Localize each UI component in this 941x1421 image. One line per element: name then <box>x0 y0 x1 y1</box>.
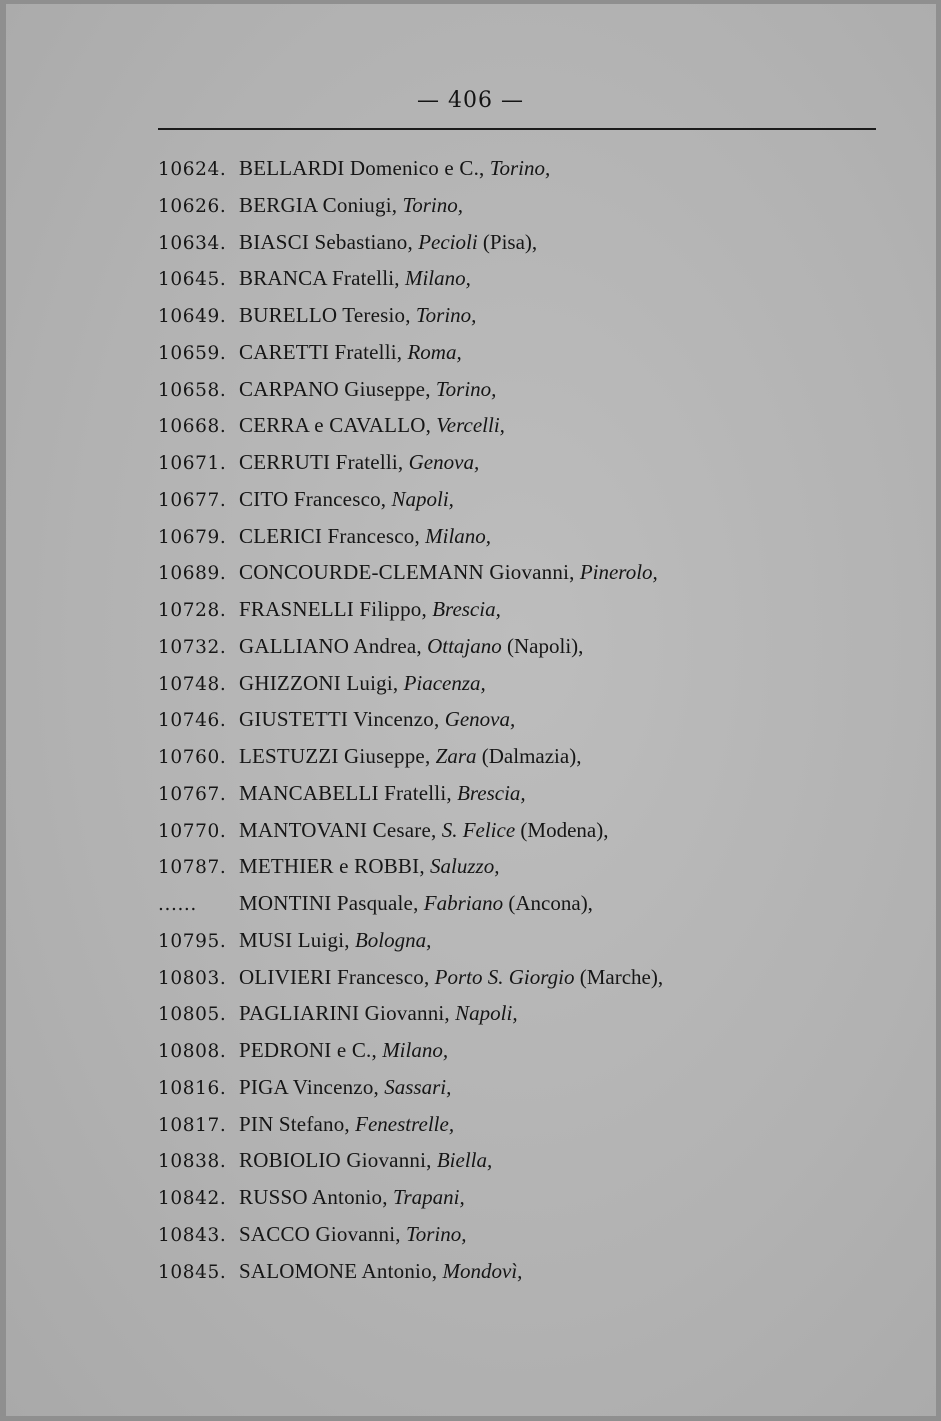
entry-place: Milano, <box>425 523 492 548</box>
entry-region: (Marche), <box>579 964 664 989</box>
entry-name: CLERICI Francesco, <box>239 523 420 548</box>
entry-list <box>158 150 878 1289</box>
entry-place: Pinerolo, <box>579 560 658 585</box>
entry-number: 10748. <box>158 673 227 695</box>
entry-place: Fenestrelle, <box>355 1111 455 1136</box>
entry-place: Torino, <box>435 376 497 401</box>
list-item <box>158 187 878 224</box>
entry-place: Mondovì, <box>442 1258 523 1283</box>
list-item <box>158 1069 878 1106</box>
entry-place: Ottajano <box>427 633 502 658</box>
list-item <box>158 1106 878 1143</box>
entry-place: Fabriano <box>423 891 504 915</box>
entry-name: CARPANO Giuseppe, <box>239 376 431 401</box>
entry-name: MANTOVANI Cesare, <box>239 817 437 842</box>
entry-number: 10624. <box>158 159 227 180</box>
entry-name: BRANCA Fratelli, <box>239 266 400 291</box>
list-item <box>158 150 878 187</box>
entry-name: GHIZZONI Luigi, <box>239 670 399 695</box>
entry-name: ROBIOLIO Giovanni, <box>239 1148 432 1173</box>
list-item <box>158 848 878 885</box>
entry-number: 10746. <box>158 710 227 732</box>
list-item <box>158 444 878 481</box>
entry-number: 10679. <box>158 526 227 548</box>
entry-place: Genova, <box>444 707 516 732</box>
entry-name: PIGA Vincenzo, <box>239 1074 379 1099</box>
entry-number: 10728. <box>158 600 227 621</box>
entry-number: 10816. <box>158 1077 227 1099</box>
list-item <box>158 554 878 591</box>
entry-place: Napoli, <box>455 1001 518 1026</box>
entry-number: 10805. <box>158 1004 227 1026</box>
list-item <box>158 885 878 922</box>
list-item <box>158 407 878 444</box>
entry-place: Zara <box>435 744 477 768</box>
entry-place: Torino, <box>405 1221 467 1246</box>
entry-name: GALLIANO Andrea, <box>239 633 422 658</box>
entry-number: 10668. <box>158 416 227 438</box>
entry-name: RUSSO Antonio, <box>239 1185 388 1209</box>
entry-number: 10671. <box>158 453 227 474</box>
list-item <box>158 1142 878 1179</box>
entry-name: OLIVIERI Francesco, <box>239 964 430 989</box>
entry-number: 10634. <box>158 232 227 254</box>
entry-region: (Ancona), <box>508 891 593 915</box>
page-number-header: — 406 — <box>417 88 524 113</box>
entry-place: Torino, <box>402 192 463 217</box>
entry-name: LESTUZZI Giuseppe, <box>239 744 431 768</box>
entry-place: Milano, <box>404 266 471 291</box>
list-item <box>158 1253 878 1290</box>
entry-name: METHIER e ROBBI, <box>239 854 425 879</box>
entry-number: 10732. <box>158 636 227 658</box>
entry-number: 10817. <box>158 1114 227 1136</box>
entry-place: Porto S. Giorgio <box>434 964 575 989</box>
entry-name: BERGIA Coniugi, <box>239 192 398 217</box>
entry-number: 10803. <box>158 967 227 989</box>
entry-place: Pecioli <box>418 229 478 254</box>
list-item <box>158 1179 878 1216</box>
entry-number: 10842. <box>158 1188 227 1209</box>
list-item <box>158 297 878 334</box>
entry-region: (Pisa), <box>482 229 538 254</box>
entry-place: Genova, <box>408 450 480 474</box>
entry-name: SACCO Giovanni, <box>239 1221 401 1246</box>
list-item <box>158 701 878 738</box>
entry-name: BIASCI Sebastiano, <box>239 229 413 254</box>
entry-number: 10689. <box>158 563 227 585</box>
entry-place: Brescia, <box>432 597 501 621</box>
entry-place: Vercelli, <box>436 413 505 438</box>
list-item <box>158 1032 878 1069</box>
list-item <box>158 481 878 518</box>
list-item <box>158 371 878 408</box>
list-item <box>158 665 878 702</box>
entry-name: CITO Francesco, <box>239 486 387 511</box>
entry-place: Torino, <box>489 156 551 180</box>
list-item <box>158 995 878 1032</box>
entry-name: SALOMONE Antonio, <box>239 1258 438 1283</box>
entry-number: 10649. <box>158 306 227 327</box>
list-item <box>158 1216 878 1253</box>
entry-number: 10770. <box>158 820 227 842</box>
entry-number: 10795. <box>158 930 227 952</box>
entry-place: Napoli, <box>391 486 454 511</box>
entry-name: CARETTI Fratelli, <box>239 339 403 364</box>
list-item <box>158 591 878 628</box>
entry-name: BURELLO Teresio, <box>239 303 411 327</box>
list-item <box>158 260 878 297</box>
entry-name: BELLARDI Domenico e C., <box>239 156 485 180</box>
list-item <box>158 812 878 849</box>
entry-name: MANCABELLI Fratelli, <box>239 780 452 805</box>
entry-place: Piacenza, <box>403 670 486 695</box>
entry-number: 10845. <box>158 1261 227 1283</box>
entry-place: Torino, <box>415 303 477 327</box>
entry-number: 10767. <box>158 783 227 805</box>
entry-name: PIN Stefano, <box>239 1111 350 1136</box>
entry-place: Trapani, <box>392 1185 465 1209</box>
list-item <box>158 518 878 555</box>
entry-place: Biella, <box>436 1148 493 1173</box>
list-item <box>158 775 878 812</box>
entry-place: Roma, <box>407 339 462 364</box>
entry-region: (Modena), <box>520 817 609 842</box>
list-item <box>158 922 878 959</box>
list-item <box>158 628 878 665</box>
entry-number: 10787. <box>158 857 227 879</box>
list-item <box>158 738 878 775</box>
entry-region: (Dalmazia), <box>481 744 582 768</box>
entry-name: CERRA e CAVALLO, <box>239 413 432 438</box>
entry-name: CONCOURDE-CLEMANN Giovanni, <box>239 560 575 585</box>
entry-number: 10760. <box>158 747 227 768</box>
list-item <box>158 224 878 261</box>
entry-number: 10838. <box>158 1151 227 1173</box>
entry-number: 10645. <box>158 269 227 291</box>
entry-place: Brescia, <box>457 780 526 805</box>
entry-number: ...... <box>158 894 197 915</box>
entry-region: (Napoli), <box>507 633 584 658</box>
entry-place: S. Felice <box>441 817 516 842</box>
entry-number: 10658. <box>158 379 227 401</box>
entry-number: 10659. <box>158 342 227 364</box>
entry-number: 10843. <box>158 1224 227 1246</box>
entry-place: Saluzzo, <box>430 854 500 879</box>
list-item <box>158 334 878 371</box>
entry-name: FRASNELLI Filippo, <box>239 597 427 621</box>
entry-name: MUSI Luigi, <box>239 927 350 952</box>
entry-place: Bologna, <box>354 927 432 952</box>
entry-number: 10626. <box>158 195 227 217</box>
list-item <box>158 959 878 996</box>
entry-name: PEDRONI e C., <box>239 1038 377 1062</box>
entry-name: PAGLIARINI Giovanni, <box>239 1001 450 1026</box>
entry-name: CERRUTI Fratelli, <box>239 450 404 474</box>
entry-number: 10677. <box>158 489 227 511</box>
entry-place: Milano, <box>382 1038 449 1062</box>
header-rule <box>158 128 876 130</box>
entry-place: Sassari, <box>384 1074 452 1099</box>
entry-name: MONTINI Pasquale, <box>239 891 419 915</box>
entry-name: GIUSTETTI Vincenzo, <box>239 707 440 732</box>
entry-number: 10808. <box>158 1041 227 1062</box>
